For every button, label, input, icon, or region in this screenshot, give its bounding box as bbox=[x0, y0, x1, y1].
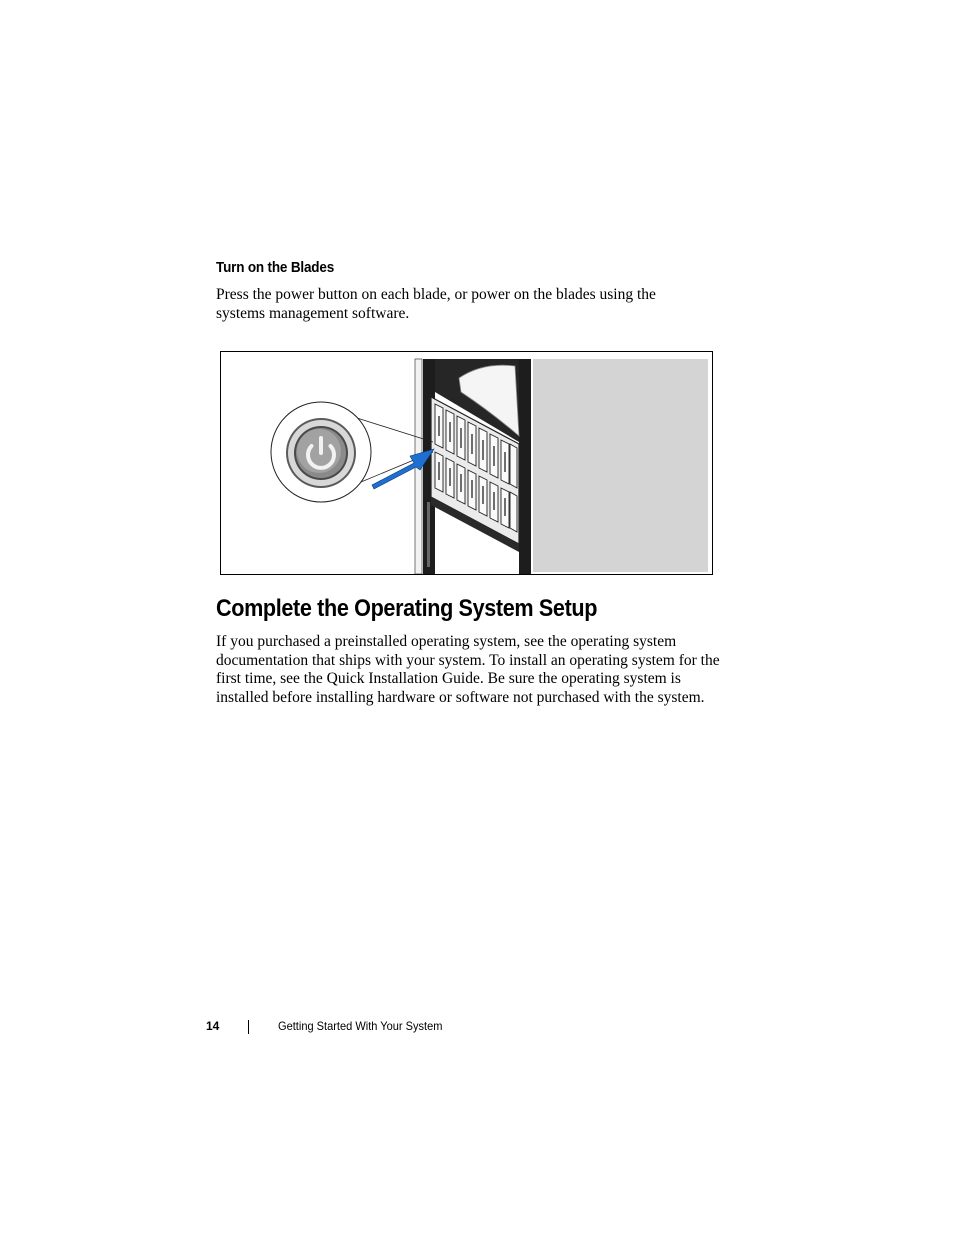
section-heading: Complete the Operating System Setup bbox=[216, 595, 598, 622]
section-subheading: Turn on the Blades bbox=[216, 259, 335, 276]
page-number: 14 bbox=[206, 1019, 220, 1033]
footer-title: Getting Started With Your System bbox=[278, 1019, 443, 1033]
background-panel bbox=[533, 359, 708, 572]
blade-power-figure bbox=[220, 351, 713, 575]
rail-slot bbox=[427, 502, 430, 567]
blade-enclosure-illustration bbox=[221, 352, 712, 574]
footer-divider bbox=[248, 1020, 249, 1034]
rack-rail-right bbox=[519, 359, 531, 574]
instruction-paragraph: Press the power button on each blade, or power on the blades using the systems management software. bbox=[216, 286, 656, 322]
power-button-icon bbox=[286, 418, 356, 488]
os-setup-paragraph: If you purchased a preinstalled operating system, see the operating system documentation that ships with your system. To install an operating system for the first time, see the Quick Installation Guide. Be sure the operating system is installed before installing hardware or software not purchased with the system. bbox=[216, 633, 720, 706]
